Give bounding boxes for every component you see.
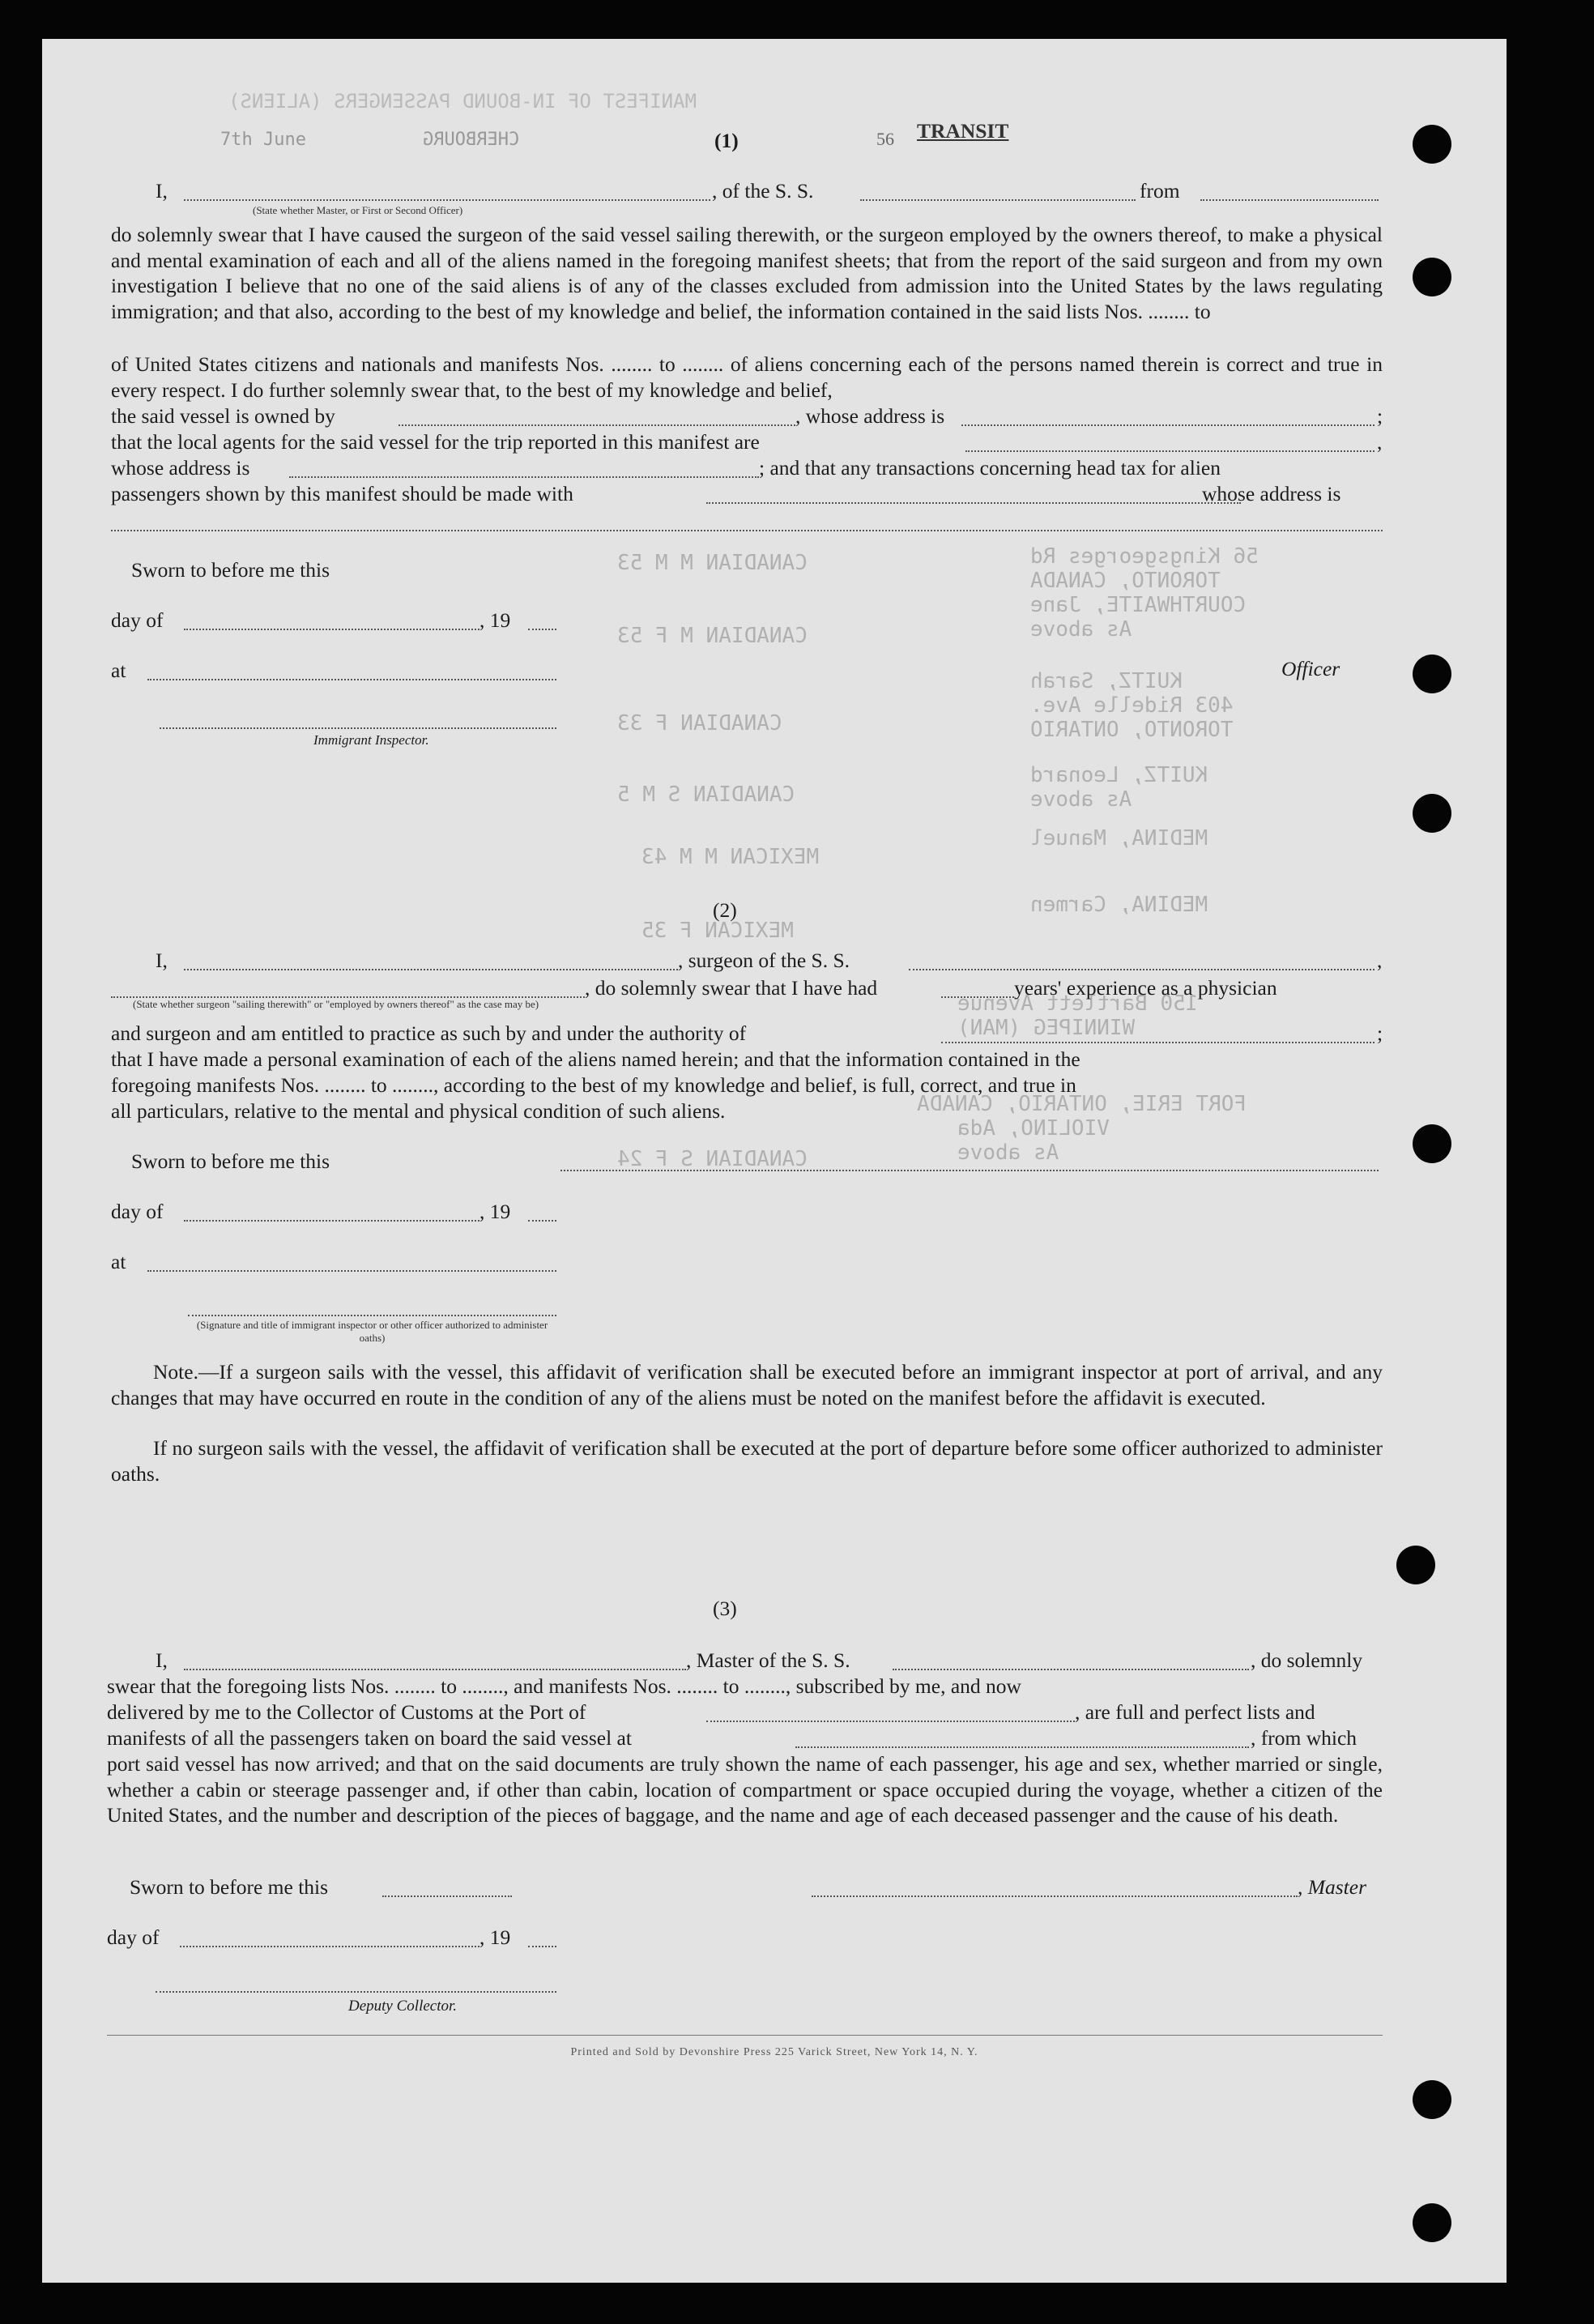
s3-paragraph-4: port said vessel has now arrived; and that on the said documents are truly shown the name of each passenger, his age and sex, whether married or single, whether a cabin or steerage passenger and, if other than cabin, location of compartment or space occupied during the voyage, whether a citizen of the United States, and the number and description of the pieces of baggage, and the name and age of each deceased passenger and the cause of his death. — [107, 1752, 1383, 1827]
s3-i-label: I, — [156, 1648, 168, 1672]
s1-local-agents: that the local agents for the said vessel for the trip reported in this manifest are — [111, 430, 760, 454]
ghost-name-9: As above — [1030, 787, 1132, 812]
s2-years: years' experience as a physician — [1014, 976, 1277, 1000]
s1-day-of: day of — [111, 608, 164, 632]
s2-swear: , do solemnly swear that I have had — [585, 976, 878, 1000]
s1-officer: Officer — [1281, 657, 1340, 680]
s1-whose-address: whose address is — [111, 456, 250, 480]
section-3-number: (3) — [713, 1597, 737, 1620]
s2-paragraph-2: that I have made a personal examination of each of the aliens named herein; and that the information contained in the — [111, 1047, 1080, 1071]
s3-day-of: day of — [107, 1925, 160, 1949]
punch-hole — [1413, 2080, 1451, 2119]
s1-nineteen: , 19 — [479, 608, 511, 632]
ghost-row-1: CANADIAN M M 53 — [617, 551, 808, 575]
ghost-title: MANIFEST OF IN-BOUND PASSENGERS (ALIENS) — [228, 90, 697, 113]
header-port: CHERBOURG — [423, 130, 520, 150]
punch-hole — [1413, 258, 1451, 296]
section-1-number: (1) — [714, 129, 739, 152]
s1-owned-by: the said vessel is owned by — [111, 404, 335, 428]
ghost-name-10: MEDINA, Manuel — [1030, 826, 1208, 851]
s2-nineteen: , 19 — [479, 1200, 511, 1223]
s2-day-of: day of — [111, 1200, 164, 1223]
header-date: 7th June — [220, 130, 306, 150]
ghost-name-16: As above — [957, 1141, 1059, 1165]
ghost-name-13: WINNIPEG (MAN) — [957, 1016, 1136, 1040]
ghost-name-6: 403 Ridelle Ave. — [1030, 693, 1234, 718]
s1-whose-address-is: , whose address is — [795, 404, 945, 428]
ghost-name-1: 56 Kingsgeorges Rd — [1030, 544, 1259, 569]
ghost-row-7: CANADIAN S F 24 — [617, 1147, 808, 1171]
ghost-name-2: TORONTO, CANADA — [1030, 569, 1221, 593]
section-2-number: (2) — [713, 898, 737, 922]
s3-deputy: Deputy Collector. — [348, 1998, 458, 2015]
s3-sworn: Sworn to before me this — [130, 1875, 329, 1899]
s2-surgeon: , surgeon of the S. S. — [678, 949, 850, 972]
s1-head-tax: ; and that any transactions concerning head tax for alien — [759, 456, 1221, 480]
ghost-name-15: VIOLINO, Ada — [957, 1116, 1110, 1141]
s3-master-of: , Master of the S. S. — [686, 1648, 850, 1672]
s1-sworn: Sworn to before me this — [131, 558, 330, 582]
ghost-name-12: 150 Bartlett Avenue — [957, 991, 1199, 1016]
s2-sig-note: (Signature and title of immigrant inspector or other officer authorized to administer oaths) — [196, 1319, 548, 1344]
s1-semicolon-1: ; — [1377, 404, 1383, 428]
ghost-name-8: KUITZ, Leonard — [1030, 763, 1208, 787]
s1-paragraph-2: of United States citizens and nationals and manifests Nos. ........ to ........ of aliens concerning each of the persons named therein is correct and true in every respect. I do further solemnly swear that, to the best of my knowledge and belief, — [111, 352, 1383, 402]
s3-paragraph-1: swear that the foregoing lists Nos. ........ to ........, and manifests Nos. ........ to ........, subscribed by me, and now — [107, 1674, 1021, 1698]
s2-note-state: (State whether surgeon "sailing therewith" or "employed by owners thereof" as the case may be) — [133, 998, 539, 1010]
s2-i-label: I, — [156, 949, 168, 972]
s1-note-master: (State whether Master, or First or Second Officer) — [253, 204, 463, 216]
ghost-name-4: As above — [1030, 617, 1132, 642]
s3-paragraph-2b: , are full and perfect lists and — [1075, 1700, 1315, 1724]
ghost-row-3: CANADIAN F 33 — [617, 711, 782, 736]
s1-of-ss: , of the S. S. — [712, 179, 814, 203]
s1-paragraph-1: do solemnly swear that I have caused the surgeon of the said vessel sailing therewith, or the surgeon employed by the owners thereof, to make a physical and mental examination of each and all of the aliens named in the foregoing manifest sheets; that from the report of the said surgeon and from my own investigation I believe that no one of the said aliens is of any of the classes excluded from admission into the United States by the laws regulating immigration; and that also, according to the best of my knowledge and belief, the information contained in the said lists Nos. ........ to — [111, 223, 1383, 323]
s2-at: at — [111, 1250, 126, 1273]
ghost-name-3: COURTHWAITE, Jane — [1030, 593, 1247, 617]
punch-hole — [1413, 1124, 1451, 1163]
s3-nineteen: , 19 — [479, 1925, 511, 1949]
s1-at: at — [111, 659, 126, 682]
note-paragraph-1: Note.—If a surgeon sails with the vessel, this affidavit of verification shall be executed before an immigrant inspector at port of arrival, and any changes that may have occurred en route in the condition of any of the aliens must be noted on the manifest before the affidavit is executed. — [111, 1360, 1383, 1409]
ghost-row-6: MEXICAN F 35 — [641, 919, 794, 943]
ghost-name-7: TORONTO, ONTARIO — [1030, 718, 1234, 742]
punch-hole — [1396, 1546, 1435, 1584]
note-paragraph-2: If no surgeon sails with the vessel, the affidavit of verification shall be executed at the port of departure before some officer authorized to administer oaths. — [111, 1436, 1383, 1486]
ghost-row-4: CANADIAN S M 5 — [617, 782, 795, 807]
s3-paragraph-3b: , from which — [1251, 1726, 1357, 1750]
s1-whose-address-end: whose address is — [1202, 482, 1341, 505]
printer-footer: Printed and Sold by Devonshire Press 225 Varick Street, New York 14, N. Y. — [570, 2046, 978, 2058]
s1-from: from — [1140, 179, 1180, 203]
s1-i-label: I, — [156, 179, 168, 203]
s2-paragraph-1: and surgeon and am entitled to practice as such by and under the authority of — [111, 1021, 747, 1045]
ghost-name-14: FORT ERIE, ONTARIO, CANADA — [917, 1092, 1247, 1116]
ghost-name-5: KUITZ, Sarah — [1030, 669, 1183, 693]
transit-stamp: TRANSIT — [917, 119, 1009, 143]
s3-do-solemnly: , do solemnly — [1251, 1648, 1363, 1672]
manifest-page — [42, 39, 1507, 2283]
s3-master: , Master — [1298, 1875, 1366, 1899]
s2-sworn: Sworn to before me this — [131, 1149, 330, 1173]
s1-inspector: Immigrant Inspector. — [313, 732, 429, 748]
punch-hole — [1413, 794, 1451, 833]
ghost-row-2: CANADIAN M F 53 — [617, 624, 808, 648]
s2-paragraph-3: foregoing manifests Nos. ........ to ........, according to the best of my knowledge and belief, is full, correct, and true in — [111, 1073, 1076, 1097]
ghost-row-5: MEXICAN M M 43 — [641, 845, 820, 869]
s2-comma: , — [1377, 949, 1383, 972]
s3-paragraph-3: manifests of all the passengers taken on board the said vessel at — [107, 1726, 632, 1750]
s3-paragraph-2: delivered by me to the Collector of Customs at the Port of — [107, 1700, 586, 1724]
punch-hole — [1413, 655, 1451, 693]
s2-paragraph-4: all particulars, relative to the mental and physical condition of such aliens. — [111, 1099, 726, 1123]
s1-comma-1: , — [1377, 430, 1383, 454]
punch-hole — [1413, 2203, 1451, 2242]
s2-semicolon: ; — [1377, 1021, 1383, 1045]
ghost-name-11: MEDINA, Carmen — [1030, 893, 1208, 917]
punch-hole — [1413, 125, 1451, 164]
header-year: 56 — [876, 129, 894, 149]
s1-passengers-shown: passengers shown by this manifest should be made with — [111, 482, 573, 505]
